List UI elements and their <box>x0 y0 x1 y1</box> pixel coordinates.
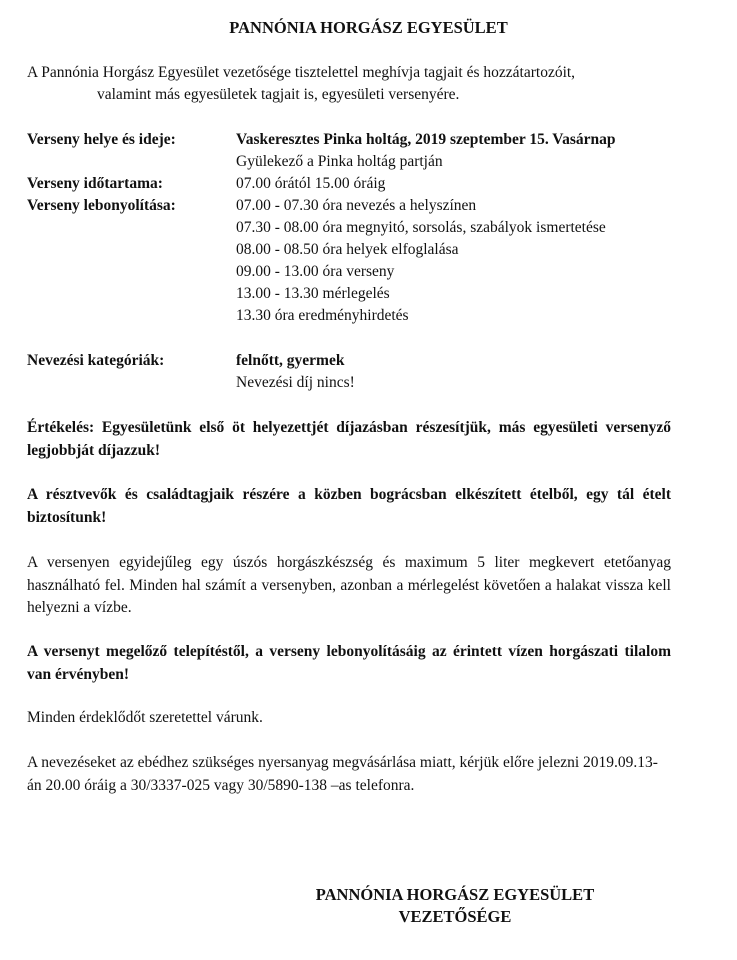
document-title: PANNÓNIA HORGÁSZ EGYESÜLET <box>229 18 508 37</box>
welcome-paragraph: Minden érdeklődőt szeretettel várunk. <box>27 709 263 726</box>
duration-label: Verseny időtartama: <box>27 175 163 192</box>
fee-note: Nevezési díj nincs! <box>236 374 355 391</box>
place-note: Gyülekező a Pinka holtág partján <box>236 153 443 170</box>
category-label: Nevezési kategóriák: <box>27 352 165 369</box>
schedule-item: 07.30 - 08.00 óra megnyitó, sorsolás, szabályok ismertetése <box>236 219 606 236</box>
ban-paragraph: A versenyt megelőző telepítéstől, a verseny lebonyolításáig az érintett vízen horgászati tilalom van érvényben! <box>27 643 671 683</box>
schedule-item: 07.00 - 07.30 óra nevezés a helyszínen <box>236 197 477 214</box>
schedule-item: 13.30 óra eredményhirdetés <box>236 307 409 324</box>
signature-line-2: VEZETŐSÉGE <box>398 907 512 926</box>
meal-paragraph: A résztvevők és családtagjaik részére a közben bográcsban elkészített ételből, egy tál ételt biztosítunk! <box>27 486 671 526</box>
place-value: Vaskeresztes Pinka holtág, 2019 szeptember 15. Vasárnap <box>236 131 616 148</box>
schedule-item: 08.00 - 08.50 óra helyek elfoglalása <box>236 241 459 258</box>
intro-line-1: A Pannónia Horgász Egyesület vezetősége tisztelettel meghívja tagjait és hozzátartozóit, <box>27 64 576 81</box>
intro-line-2: valamint más egyesületek tagjait is, egyesületi versenyére. <box>97 86 460 103</box>
place-label: Verseny helye és ideje: <box>27 131 176 148</box>
evaluation-paragraph: Értékelés: Egyesületünk első öt helyezettjét díjazásban részesítjük, más egyesületi versenyző legjobbját díjazzuk! <box>27 419 671 459</box>
schedule-label: Verseny lebonyolítása: <box>27 197 176 214</box>
duration-value: 07.00 órától 15.00 óráig <box>236 175 386 192</box>
signature-line-1: PANNÓNIA HORGÁSZ EGYESÜLET <box>315 885 595 904</box>
schedule-item: 13.00 - 13.30 mérlegelés <box>236 285 390 302</box>
rules-paragraph: A versenyen egyidejűleg egy úszós horgászkészség és maximum 5 liter megkevert etetőanyag használható fel. Minden hal számít a versenyben, azonban a mérlegelést követően a halakat vissza kell helyezni a vízbe. <box>27 554 671 616</box>
category-value: felnőtt, gyermek <box>236 352 345 369</box>
schedule-item: 09.00 - 13.00 óra verseny <box>236 263 395 280</box>
registration-paragraph: A nevezéseket az ebédhez szükséges nyersanyag megvásárlása miatt, kérjük előre jelezni 2019.09.13-án 20.00 óráig a 30/3337-025 vagy 30/5890-138 –as telefonra. <box>27 754 658 794</box>
